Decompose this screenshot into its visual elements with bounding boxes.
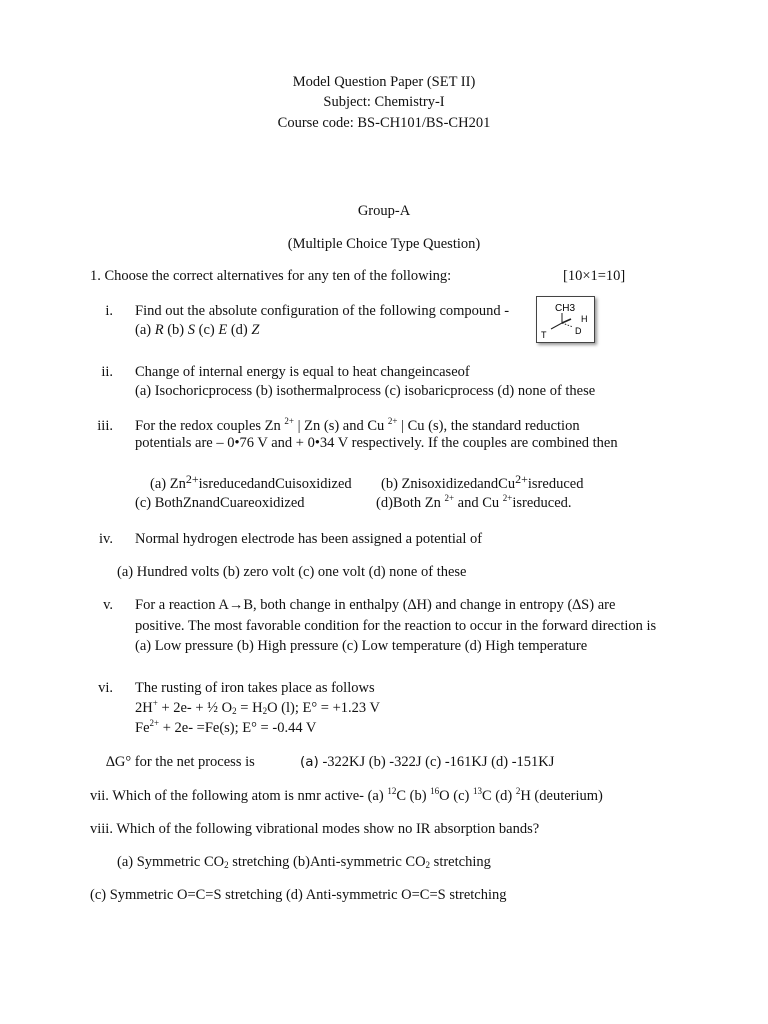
- molecule-label: T: [541, 330, 547, 340]
- equation-line: 2H+ + 2e- + ½ $O_2 = H_2O$ (l); E° = +1.23 V: [135, 698, 380, 716]
- question-text: For the redox couples Zn $^{2+}$ | Zn (s) and Cu $^{2+}$ | Cu (s), the standard reduction: [135, 416, 580, 434]
- molecule-label: D: [575, 326, 582, 336]
- question-options: (a) Symmetric $CO_2$ stretching (b)Anti-symmetric $CO_2$ stretching: [117, 854, 491, 870]
- question-options: (a) -322KJ (b) -322J (c) -161KJ (d) -151KJ: [300, 754, 555, 770]
- course-code-line: Course code: BS-CH101/BS-CH201: [277, 115, 491, 131]
- question-options: (a) R (b) S (c) E (d) Z: [135, 322, 260, 338]
- question-options: (a) Hundred volts (b) zero volt (c) one volt (d) none of these: [117, 564, 467, 580]
- instruction-text: 1. Choose the correct alternatives for any ten of the following:: [90, 268, 452, 284]
- question-number: v.: [103, 597, 113, 613]
- delta-g-label: ∆G° for the net process is: [106, 754, 255, 770]
- option-d: (d)Both Zn $^{2+}$ and Cu $^{2+}$isreduced.: [376, 493, 572, 511]
- question-number: iii.: [97, 418, 113, 434]
- molecule-label: CH3: [555, 303, 576, 314]
- group-subtitle: (Multiple Choice Type Question): [287, 236, 481, 252]
- molecule-label: H: [581, 314, 588, 324]
- bond-dashed: [562, 323, 573, 327]
- group-heading: Group-A: [357, 203, 411, 219]
- paper-title: Model Question Paper (SET II): [292, 74, 476, 90]
- question-text: The rusting of iron takes place as follows: [135, 680, 375, 696]
- question-text: viii. Which of the following vibrational modes show no IR absorption bands?: [90, 821, 540, 837]
- molecule-structure-drawing: [537, 297, 594, 342]
- question-options: (a) Low pressure (b) High pressure (c) Low temperature (d) High temperature: [135, 638, 588, 654]
- question-text: vii. Which of the following atom is nmr active- (a) $^{12}$C (b) $^{16}$O (c) $^{13}$C (d) $^2$H (deuterium): [90, 786, 603, 804]
- question-number: iv.: [99, 531, 113, 547]
- option-a: (a) $Zn^{2+}isreducedandCuisoxidized$: [150, 472, 352, 492]
- question-number: vi.: [98, 680, 113, 696]
- question-text: Find out the absolute configuration of the following compound -: [135, 303, 510, 319]
- question-text: Normal hydrogen electrode has been assigned a potential of: [135, 531, 483, 547]
- subject-line: Subject: Chemistry-I: [323, 94, 445, 110]
- question-number: ii.: [101, 364, 113, 380]
- bond-wedge: [562, 319, 571, 323]
- question-options: (a) Isochoricprocess (b) isothermalprocess (c) isobaricprocess (d) none of these: [135, 383, 596, 399]
- question-number: i.: [105, 303, 113, 319]
- question-text-line2: positive. The most favorable condition for the reaction to occur in the forward direction is: [135, 618, 657, 634]
- molecule-structure-image: [536, 296, 595, 343]
- question-text-line2: potentials are – 0•76 V and + 0•34 V respectively. If the couples are combined then: [135, 435, 618, 451]
- question-text: Change of internal energy is equal to heat changeincaseof: [135, 364, 470, 380]
- marks-label: [10×1=10]: [563, 268, 626, 284]
- option-c: (c) BothZnandCuareoxidized: [135, 495, 305, 511]
- equation-line: $Fe^{2+} + 2e- =Fe(s)$; E° = -0.44 V: [135, 718, 317, 736]
- question-options: (c) Symmetric O=C=S stretching (d) Anti-symmetric O=C=S stretching: [90, 887, 507, 903]
- option-b: (b) ZnisoxidizedandCu$^{2+}$isreduced: [381, 472, 584, 492]
- bond-line: [551, 323, 562, 329]
- question-text: For a reaction A→B, both change in enthalpy (∆H) and change in entropy (∆S) are: [135, 597, 616, 613]
